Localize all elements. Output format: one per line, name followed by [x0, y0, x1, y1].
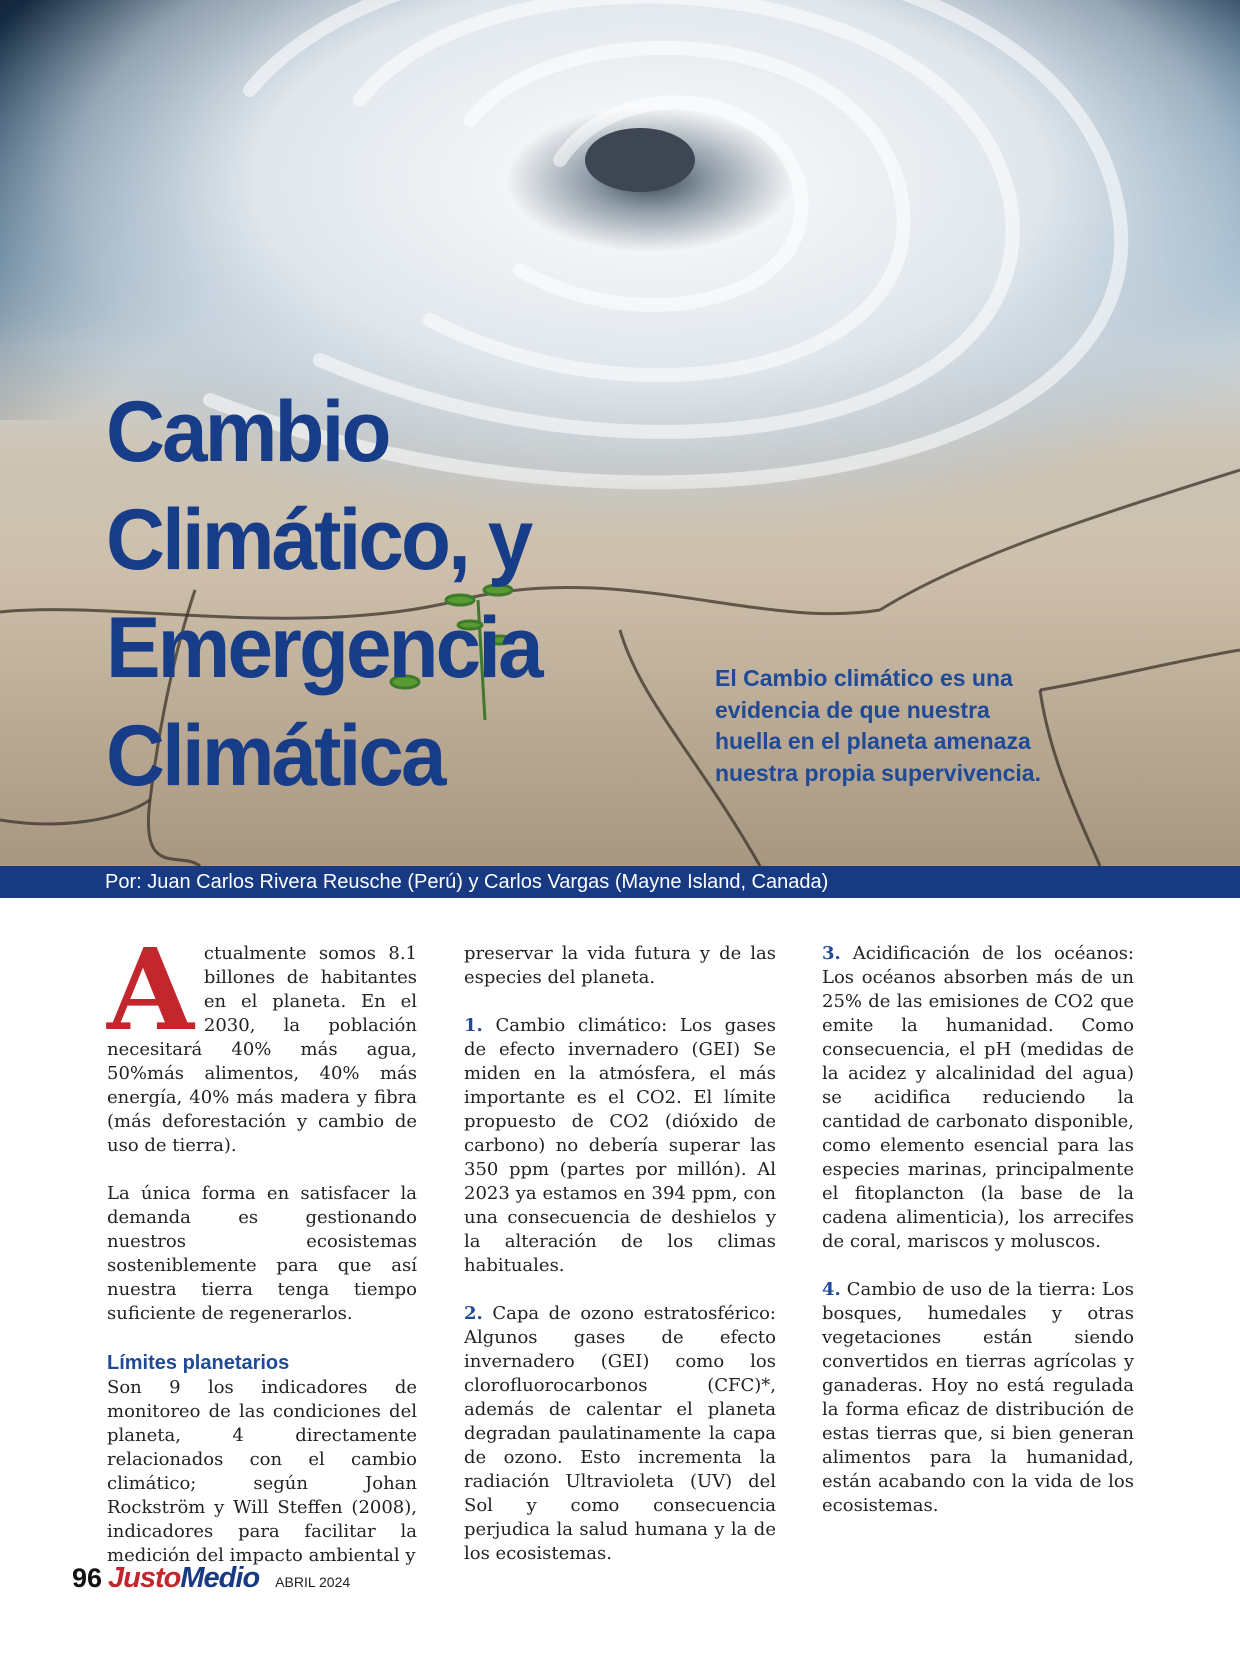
list-item: 3. Acidificación de los océanos: Los océanos absorben más de un 25% de las emisiones de CO2 que emite la humanidad. Como consecuencia, el pH (medidas de la acidez y alcalinidad del agua) se acidifica reduciendo la cantidad de carbonato disponible, como elemento esencial para las especies marinas, principalmente el fitoplancton (la base de la cadena alimenticia), los arrecifes de coral, mariscos y moluscos. [822, 943, 1134, 1252]
title-line-1: Cambio [106, 384, 389, 480]
list-item: 4. Cambio de uso de la tierra: Los bosques, humedales y otras vegetaciones están siendo convertidos en tierras agrícolas y ganaderas. Hoy no está regulada la forma eficaz de distribución de estas tierras que, si bien generan alimentos para la humanidad, están acabando con la vida de los ecosistemas. [822, 1279, 1134, 1516]
list-item: 2. Capa de ozono estratosférico: Algunos gases de efecto invernadero (GEI) como los clorofluorocarbonos (CFC)*, además de calentar el planeta degradan paulatinamente la capa de ozono. Esto incrementa la radiación Ultravioleta (UV) del Sol y como consecuencia perjudica la salud humana y la de los ecosistemas. [464, 1303, 776, 1564]
title-line-2: Climático, y [106, 492, 531, 588]
article-dek: El Cambio climático es una evidencia de que nuestra huella en el planeta amenaza nuestra propia supervivencia. [715, 665, 1041, 786]
paragraph: La única forma en satisfacer la demanda es gestionando nuestros ecosistemas sosteniblemente para que así nuestra tierra tenga tiempo suficiente de regenerarlos. [107, 1183, 417, 1324]
issue-date: ABRIL 2024 [275, 1574, 351, 1590]
magazine-logo-part2: Medio [180, 1562, 260, 1594]
section-heading: Límites planetarios [107, 1352, 290, 1374]
title-line-4: Climática [106, 708, 444, 804]
title-line-3: Emergencia [106, 600, 541, 696]
byline: Por: Juan Carlos Rivera Reusche (Perú) y Carlos Vargas (Mayne Island, Canada) [105, 871, 829, 893]
item-number: 3. [822, 943, 841, 964]
page-footer [72, 1562, 350, 1602]
column-1 [107, 925, 417, 1592]
article-title [106, 378, 541, 810]
column-2 [464, 942, 776, 1590]
paragraph: preservar la vida futura y de las especies del planeta. [464, 943, 776, 988]
column-3 [822, 942, 1134, 1542]
item-number: 2. [464, 1303, 483, 1324]
intro-paragraph: Actualmente somos 8.1 billones de habitantes en el planeta. En el 2030, la población necesitará 40% más agua, 50%más alimentos, 40% más energía, 40% más madera y fibra (más deforestación y cambio de uso de tierra). [107, 925, 417, 1156]
magazine-logo-part1: Justo [108, 1562, 181, 1594]
page-number: 96 [72, 1563, 103, 1593]
paragraph: Son 9 los indicadores de monitoreo de las condiciones del planeta, 4 directamente relacionados con el cambio climático; según Johan Rockström y Will Steffen (2008), indicadores para facilitar la medición del impacto ambiental y [107, 1377, 417, 1566]
byline-bar [0, 866, 1240, 898]
list-item: 1. Cambio climático: Los gases de efecto invernadero (GEI) Se miden en la atmósfera, el más importante es el CO2. El límite propuesto de CO2 (dióxido de carbono) no debería superar las 350 ppm (partes por millón). Al 2023 ya estamos en 394 ppm, con una consecuencia de deshielos y la alteración de los climas habituales. [464, 1015, 776, 1276]
item-number: 1. [464, 1015, 483, 1036]
drop-cap: A [107, 925, 194, 1056]
item-number: 4. [822, 1279, 841, 1300]
